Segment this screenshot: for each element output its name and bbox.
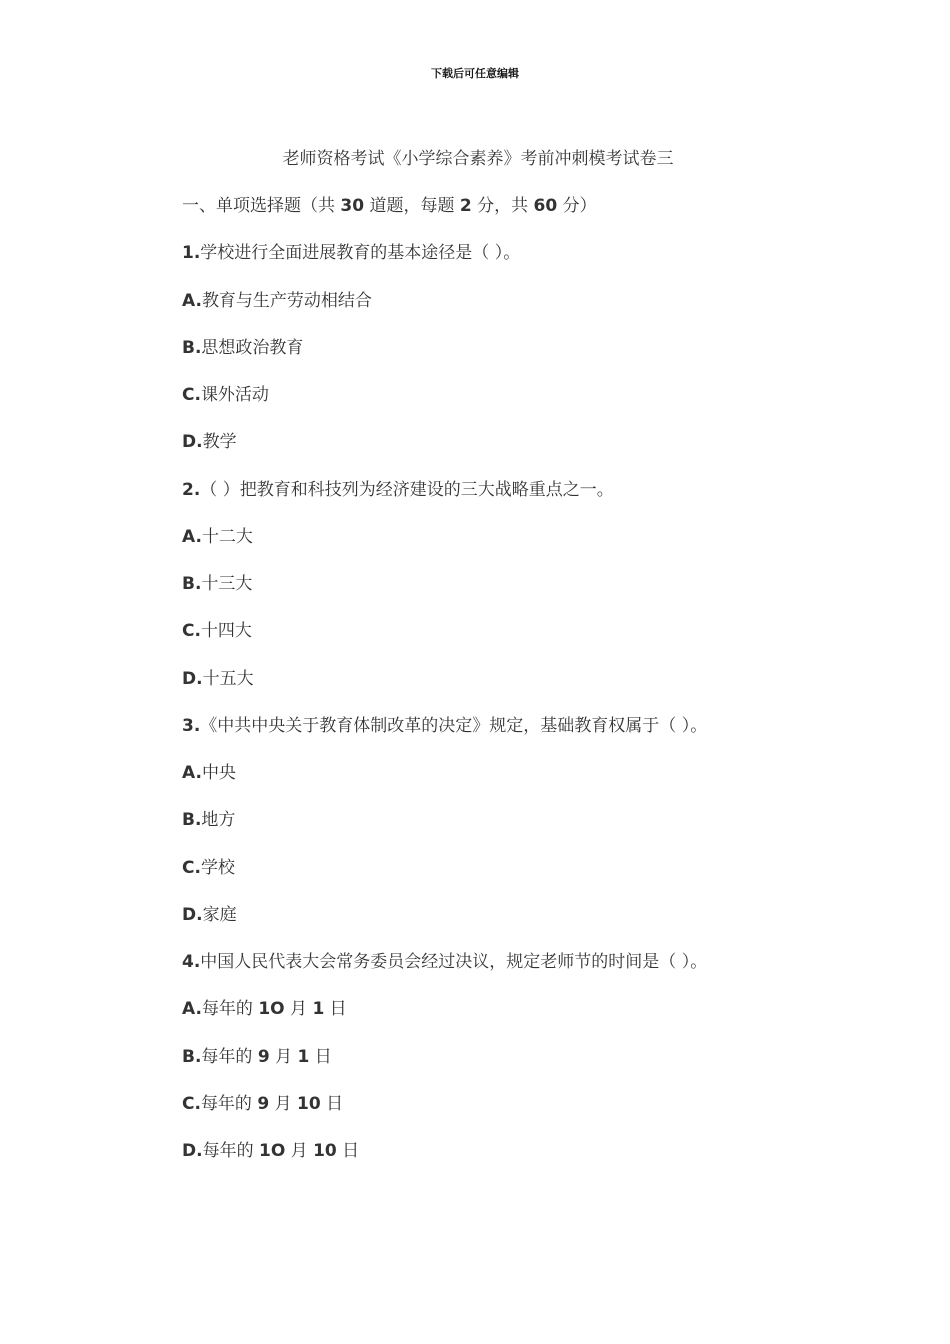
option-day: 10 [297, 1093, 321, 1114]
option-text: 十四大 [200, 621, 252, 642]
option-text-part: 每年的 [202, 1141, 259, 1161]
option-month: 9 [257, 1093, 270, 1114]
option-letter: D. [182, 668, 203, 689]
option [182, 336, 882, 383]
option-text: 十二大 [201, 526, 253, 547]
option-text-part: 月 [285, 1141, 314, 1161]
option [182, 289, 882, 336]
document-title: 老师资格考试《小学综合素养》考前冲刺模考试卷三 [282, 149, 674, 169]
option-letter: B. [182, 337, 202, 358]
option [182, 903, 882, 950]
question-number: 3. [182, 715, 201, 736]
option-text: 教学 [202, 432, 237, 453]
option-text-part: 日 [320, 1093, 344, 1114]
section-mid2: 分，共 [471, 196, 534, 216]
option-text-part: 日 [336, 1141, 360, 1161]
option-letter: B. [182, 810, 202, 831]
option-letter: D. [182, 904, 203, 925]
section-mid1: 道题，每题 [364, 196, 460, 216]
option [182, 1045, 882, 1092]
option-letter: C. [182, 857, 201, 878]
question-3-stem [182, 714, 882, 761]
option-text: 中央 [201, 763, 236, 783]
question-4-stem [182, 950, 882, 997]
question-number: 2. [182, 479, 201, 500]
section-points: 2 [459, 196, 472, 216]
option-letter: D. [182, 432, 203, 453]
option-letter: C. [182, 621, 201, 642]
option-letter: C. [182, 385, 201, 405]
question-text: 《中共中央关于教育体制改革的决定》规定，基础教育权属于（ ）。 [200, 715, 708, 736]
option-text-part: 每年的 [201, 999, 259, 1020]
option-month: 9 [257, 1046, 270, 1067]
option-text-part: 月 [269, 1046, 298, 1067]
option-text-part: 日 [324, 999, 347, 1020]
option-letter: A. [182, 999, 202, 1020]
option-text-part: 月 [269, 1093, 297, 1114]
question-text: 学校进行全面进展教育的基本途径是（ ）。 [200, 243, 521, 264]
option-letter: A. [182, 290, 202, 311]
option [182, 1092, 882, 1139]
option-month: 1O [258, 1141, 286, 1161]
option [182, 808, 882, 855]
option-letter: A. [182, 526, 202, 547]
option-text: 教育与生产劳动相结合 [201, 290, 372, 311]
option-text: 地方 [201, 810, 236, 831]
option-text: 家庭 [202, 904, 237, 925]
option [182, 1139, 882, 1186]
option-text-part: 每年的 [201, 1046, 258, 1067]
question-text: 中国人民代表大会常务委员会经过决议，规定老师节的时间是（ ）。 [200, 952, 708, 972]
option-day: 1 [312, 999, 325, 1020]
option-text: 学校 [200, 857, 235, 878]
section-suffix: 分） [557, 196, 597, 216]
option-letter: B. [182, 574, 202, 594]
option-letter: A. [182, 763, 202, 783]
option [182, 761, 882, 808]
option-text: 思想政治教育 [201, 337, 304, 358]
question-text: （ ）把教育和科技列为经济建设的三大战略重点之一。 [200, 479, 614, 500]
option-letter: C. [182, 1093, 201, 1114]
option-letter: D. [182, 1141, 203, 1161]
section-prefix: 一、单项选择题（共 [182, 196, 341, 216]
option [182, 430, 882, 477]
option-letter: B. [182, 1046, 202, 1067]
option-text-part: 月 [284, 999, 313, 1020]
option-text-part: 每年的 [200, 1093, 258, 1114]
option-day: 10 [313, 1141, 337, 1161]
option [182, 619, 882, 666]
option [182, 525, 882, 572]
option-text-part: 日 [309, 1046, 332, 1067]
option [182, 383, 882, 430]
question-1-stem [182, 241, 882, 288]
option-day: 1 [297, 1046, 310, 1067]
option-text: 课外活动 [200, 385, 269, 405]
question-number: 1. [182, 243, 201, 264]
question-2-stem [182, 478, 882, 525]
section-total: 60 [533, 196, 558, 216]
option [182, 856, 882, 903]
option [182, 667, 882, 714]
question-number: 4. [182, 952, 201, 972]
question-list [182, 194, 882, 1186]
option-text: 十五大 [202, 668, 254, 689]
option [182, 997, 882, 1044]
option [182, 572, 882, 619]
section-count: 30 [340, 196, 365, 216]
header-note: 下载后可任意编辑 [431, 67, 519, 80]
section-heading [182, 194, 882, 241]
option-text: 十三大 [201, 574, 253, 594]
option-month: 1O [258, 999, 285, 1020]
